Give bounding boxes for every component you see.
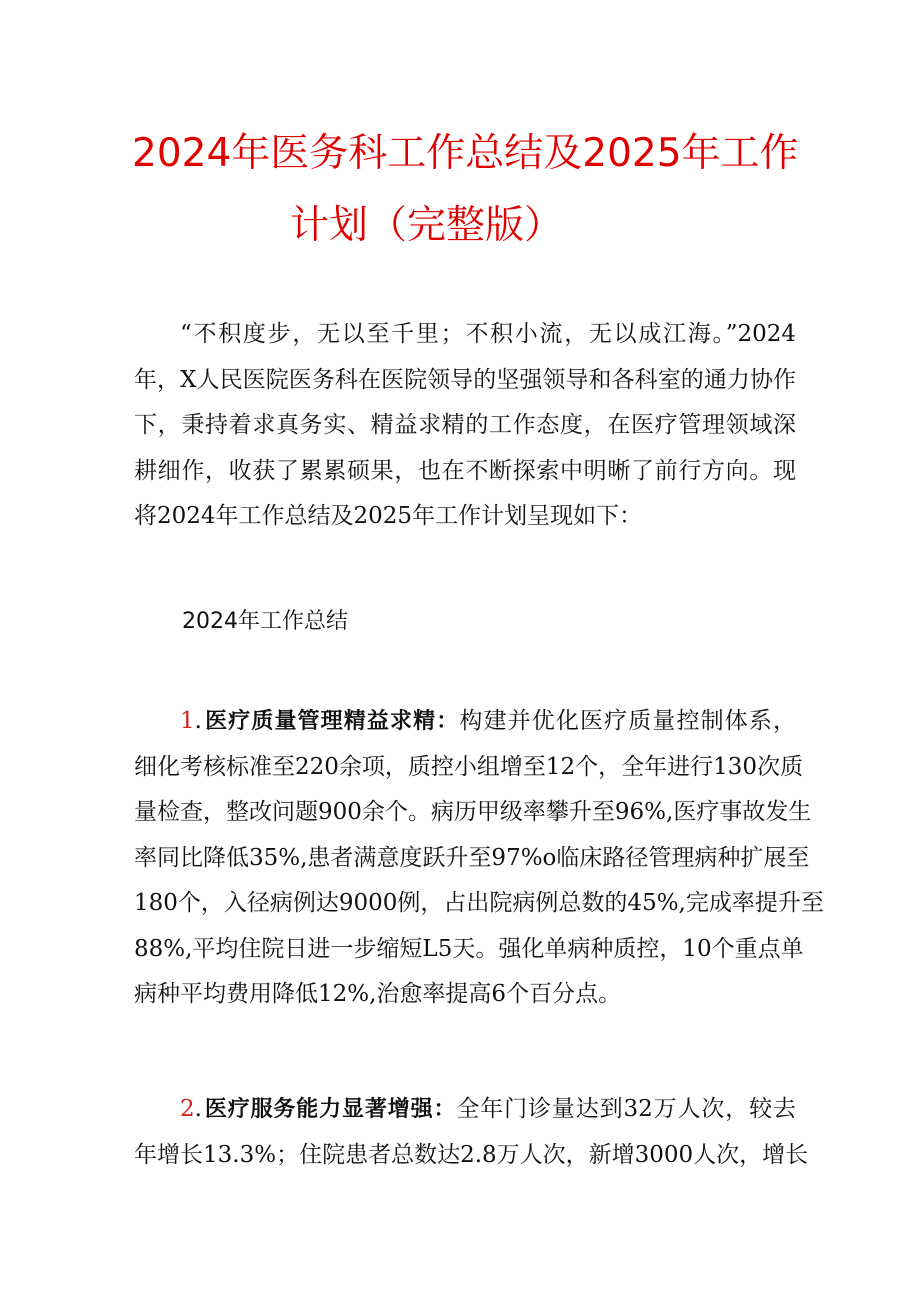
item-1-first-line-text: 构建并优化医疗质量控制体系，: [459, 708, 796, 734]
item-1-dot: .: [194, 708, 202, 734]
summary-item-2: [134, 1087, 809, 1178]
item-1-line: 率同比降低35%,患者满意度跃升至97%o临床路径管理病种扩展至: [134, 844, 810, 871]
title-line-2: 计划（完整版）: [290, 203, 564, 248]
item-1-number: 1: [180, 708, 195, 734]
intro-line: 下，秉持着求真务实、精益求精的工作态度，在医疗管理领域深: [134, 412, 796, 438]
item-2-line: 年增长13.3%；住院患者总数达2.8万人次，新增3000人次，增长: [134, 1141, 809, 1168]
intro-paragraph: [134, 312, 796, 540]
item-2-first-line: [134, 1087, 796, 1133]
item-1-heading: 医疗质量管理精益求精：: [203, 709, 460, 734]
item-1-line: 细化考核标准至220余项，质控小组增至12个，全年进行130次质: [134, 753, 804, 780]
summary-item-1: [134, 699, 824, 1018]
document-title: [110, 118, 810, 262]
item-2-first-line-text: 全年门诊量达到32万人次，较去: [456, 1096, 796, 1122]
item-2-number: 2: [180, 1096, 195, 1122]
item-1-line: 180个，入径病例达9000例，占出院病例总数的45%,完成率提升至: [134, 890, 824, 916]
intro-line: “不积度步，无以至千里；不积小流，无以成江海。”2024: [180, 321, 796, 347]
section-heading: 2024年工作总结: [182, 609, 348, 634]
item-2-heading: 医疗服务能力显著增强：: [203, 1097, 457, 1122]
item-2-dot: .: [194, 1096, 202, 1122]
intro-line: 耕细作，收获了累累硕果，也在不断探索中明晰了前行方向。现: [134, 457, 796, 484]
item-1-line: 病种平均费用降低12%,治愈率提高6个百分点。: [134, 981, 622, 1007]
item-1-line: 88%,平均住院日进一步缩短L5天。强化单病种质控，10个重点单: [134, 935, 804, 962]
intro-line: 年，X人民医院医务科在医院领导的坚强领导和各科室的通力协作: [134, 366, 796, 393]
item-1-line: 量检查，整改问题900余个。病历甲级率攀升至96%,医疗事故发生: [134, 799, 812, 825]
item-1-first-line: [134, 699, 796, 745]
title-line-1: 2024年医务科工作总结及2025年工作: [132, 131, 799, 176]
intro-line: 将2024年工作总结及2025年工作计划呈现如下：: [134, 503, 643, 529]
